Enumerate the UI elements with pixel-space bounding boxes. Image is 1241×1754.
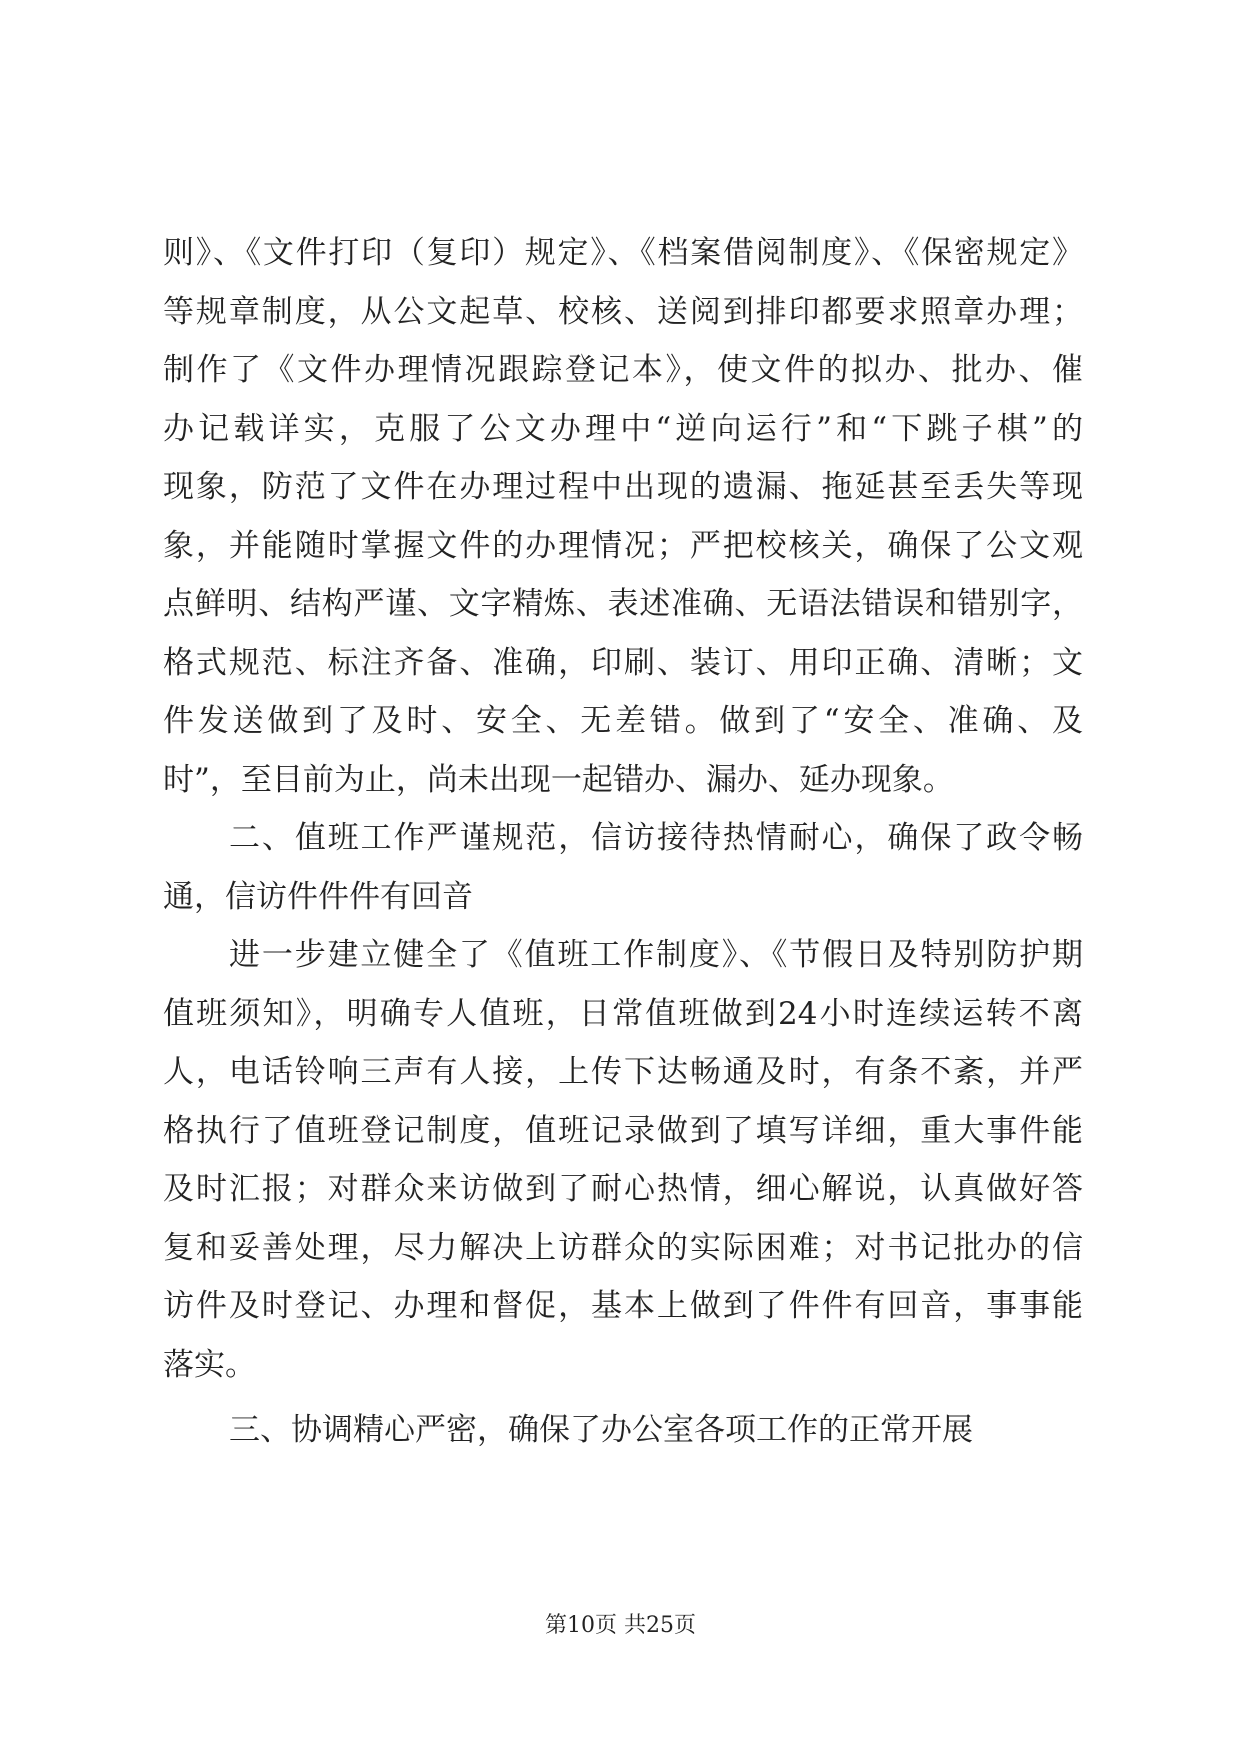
text-line: 访件及时登记、办理和督促，基本上做到了件件有回音，事事能 <box>163 1288 1083 1324</box>
text-line: 现象，防范了文件在办理过程中出现的遗漏、拖延甚至丢失等现 <box>163 469 1083 505</box>
text-line: 复和妥善处理，尽力解决上访群众的实际困难；对书记批办的信 <box>163 1229 1083 1266</box>
text-line: 件发送做到了及时、安全、无差错。做到了“安全、准确、及 <box>163 703 1083 739</box>
document-body <box>163 224 1083 1460</box>
text-line: 象，并能随时掌握文件的办理情况；严把校核关，确保了公文观 <box>163 527 1083 564</box>
text-line: 格执行了值班登记制度，值班记录做到了填写详细，重大事件能 <box>163 1112 1083 1149</box>
section-heading-line: 通，信访件件件有回音 <box>163 878 473 915</box>
text-line: 人，电话铃响三声有人接，上传下达畅通及时，有条不紊，并严 <box>163 1054 1083 1090</box>
text-line: 制作了《文件办理情况跟踪登记本》，使文件的拟办、批办、催 <box>163 352 1083 388</box>
text-line: 办记载详实，克服了公文办理中“逆向运行”和“下跳子棋”的 <box>163 410 1083 447</box>
page-number-footer: 第10页 共25页 <box>545 1613 696 1638</box>
text-line: 点鲜明、结构严谨、文字精炼、表述准确、无语法错误和错别字， <box>163 586 1083 622</box>
section-heading-line: 三、协调精心严密，确保了办公室各项工作的正常开展 <box>229 1412 973 1448</box>
text-line: 值班须知》，明确专人值班，日常值班做到24小时连续运转不离 <box>163 995 1083 1032</box>
text-line: 格式规范、标注齐备、准确，印刷、装订、用印正确、清晰；文 <box>163 644 1083 681</box>
text-line: 落实。 <box>163 1346 256 1383</box>
text-line: 时”，至目前为止，尚未出现一起错办、漏办、延办现象。 <box>163 761 954 798</box>
section-heading-line: 二、值班工作严谨规范，信访接待热情耐心，确保了政令畅 <box>229 820 1083 856</box>
text-line: 进一步建立健全了《值班工作制度》、《节假日及特别防护期 <box>229 937 1083 973</box>
text-line: 及时汇报；对群众来访做到了耐心热情，细心解说，认真做好答 <box>163 1171 1083 1207</box>
text-line: 等规章制度，从公文起草、校核、送阅到排印都要求照章办理； <box>163 293 1083 330</box>
text-line: 则》、《文件打印（复印）规定》、《档案借阅制度》、《保密规定》 <box>163 235 1083 271</box>
